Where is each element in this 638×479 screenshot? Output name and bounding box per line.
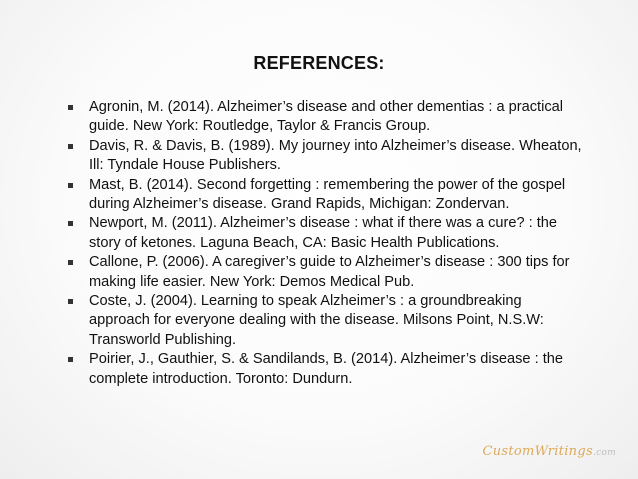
reference-item (66, 137, 586, 176)
bullet-icon (68, 299, 73, 304)
reference-text: Poirier, J., Gauthier, S. & Sandilands, B. (2014). Alzheimer’s disease : the complete introduction. Toronto: Dundurn. (89, 351, 564, 387)
reference-text: Newport, M. (2011). Alzheimer’s disease : what if there was a cure? : the story of ketones. Laguna Beach, CA: Basic Health Publications. (89, 215, 558, 251)
reference-item (66, 98, 586, 137)
bullet-icon (68, 183, 73, 188)
bullet-icon (68, 221, 73, 226)
reference-item (66, 176, 586, 215)
bullet-icon (68, 260, 73, 265)
watermark-logo (482, 444, 616, 459)
reference-text: Davis, R. & Davis, B. (1989). My journey into Alzheimer’s disease. Wheaton, Ill: Tyndale House Publishers. (89, 137, 582, 174)
reference-text: Agronin, M. (2014). Alzheimer’s disease and other dementias : a practical guide. New York: Routledge, Taylor & Francis Group. (89, 99, 564, 135)
page-title: REFERENCES: (253, 53, 385, 73)
reference-item (66, 292, 586, 350)
watermark-name: CustomWritings (482, 444, 593, 459)
bullet-icon (68, 357, 73, 362)
reference-text: Coste, J. (2004). Learning to speak Alzheimer’s : a groundbreaking approach for everyone dealing with the disease. Milsons Point, N.S.W: Transworld Publishing. (89, 293, 544, 348)
reference-text: Callone, P. (2006). A caregiver’s guide to Alzheimer’s disease : 300 tips for making life easier. New York: Demos Medical Pub. (89, 254, 570, 290)
bullet-icon (68, 144, 73, 149)
reference-list (66, 98, 586, 389)
bullet-icon (68, 105, 73, 110)
reference-item (66, 350, 586, 389)
reference-text: Mast, B. (2014). Second forgetting : remembering the power of the gospel during Alzheimer’s disease. Grand Rapids, Michigan: Zondervan. (89, 176, 566, 213)
watermark-suffix: .com (592, 448, 616, 458)
reference-item (66, 253, 586, 292)
reference-item (66, 214, 586, 253)
